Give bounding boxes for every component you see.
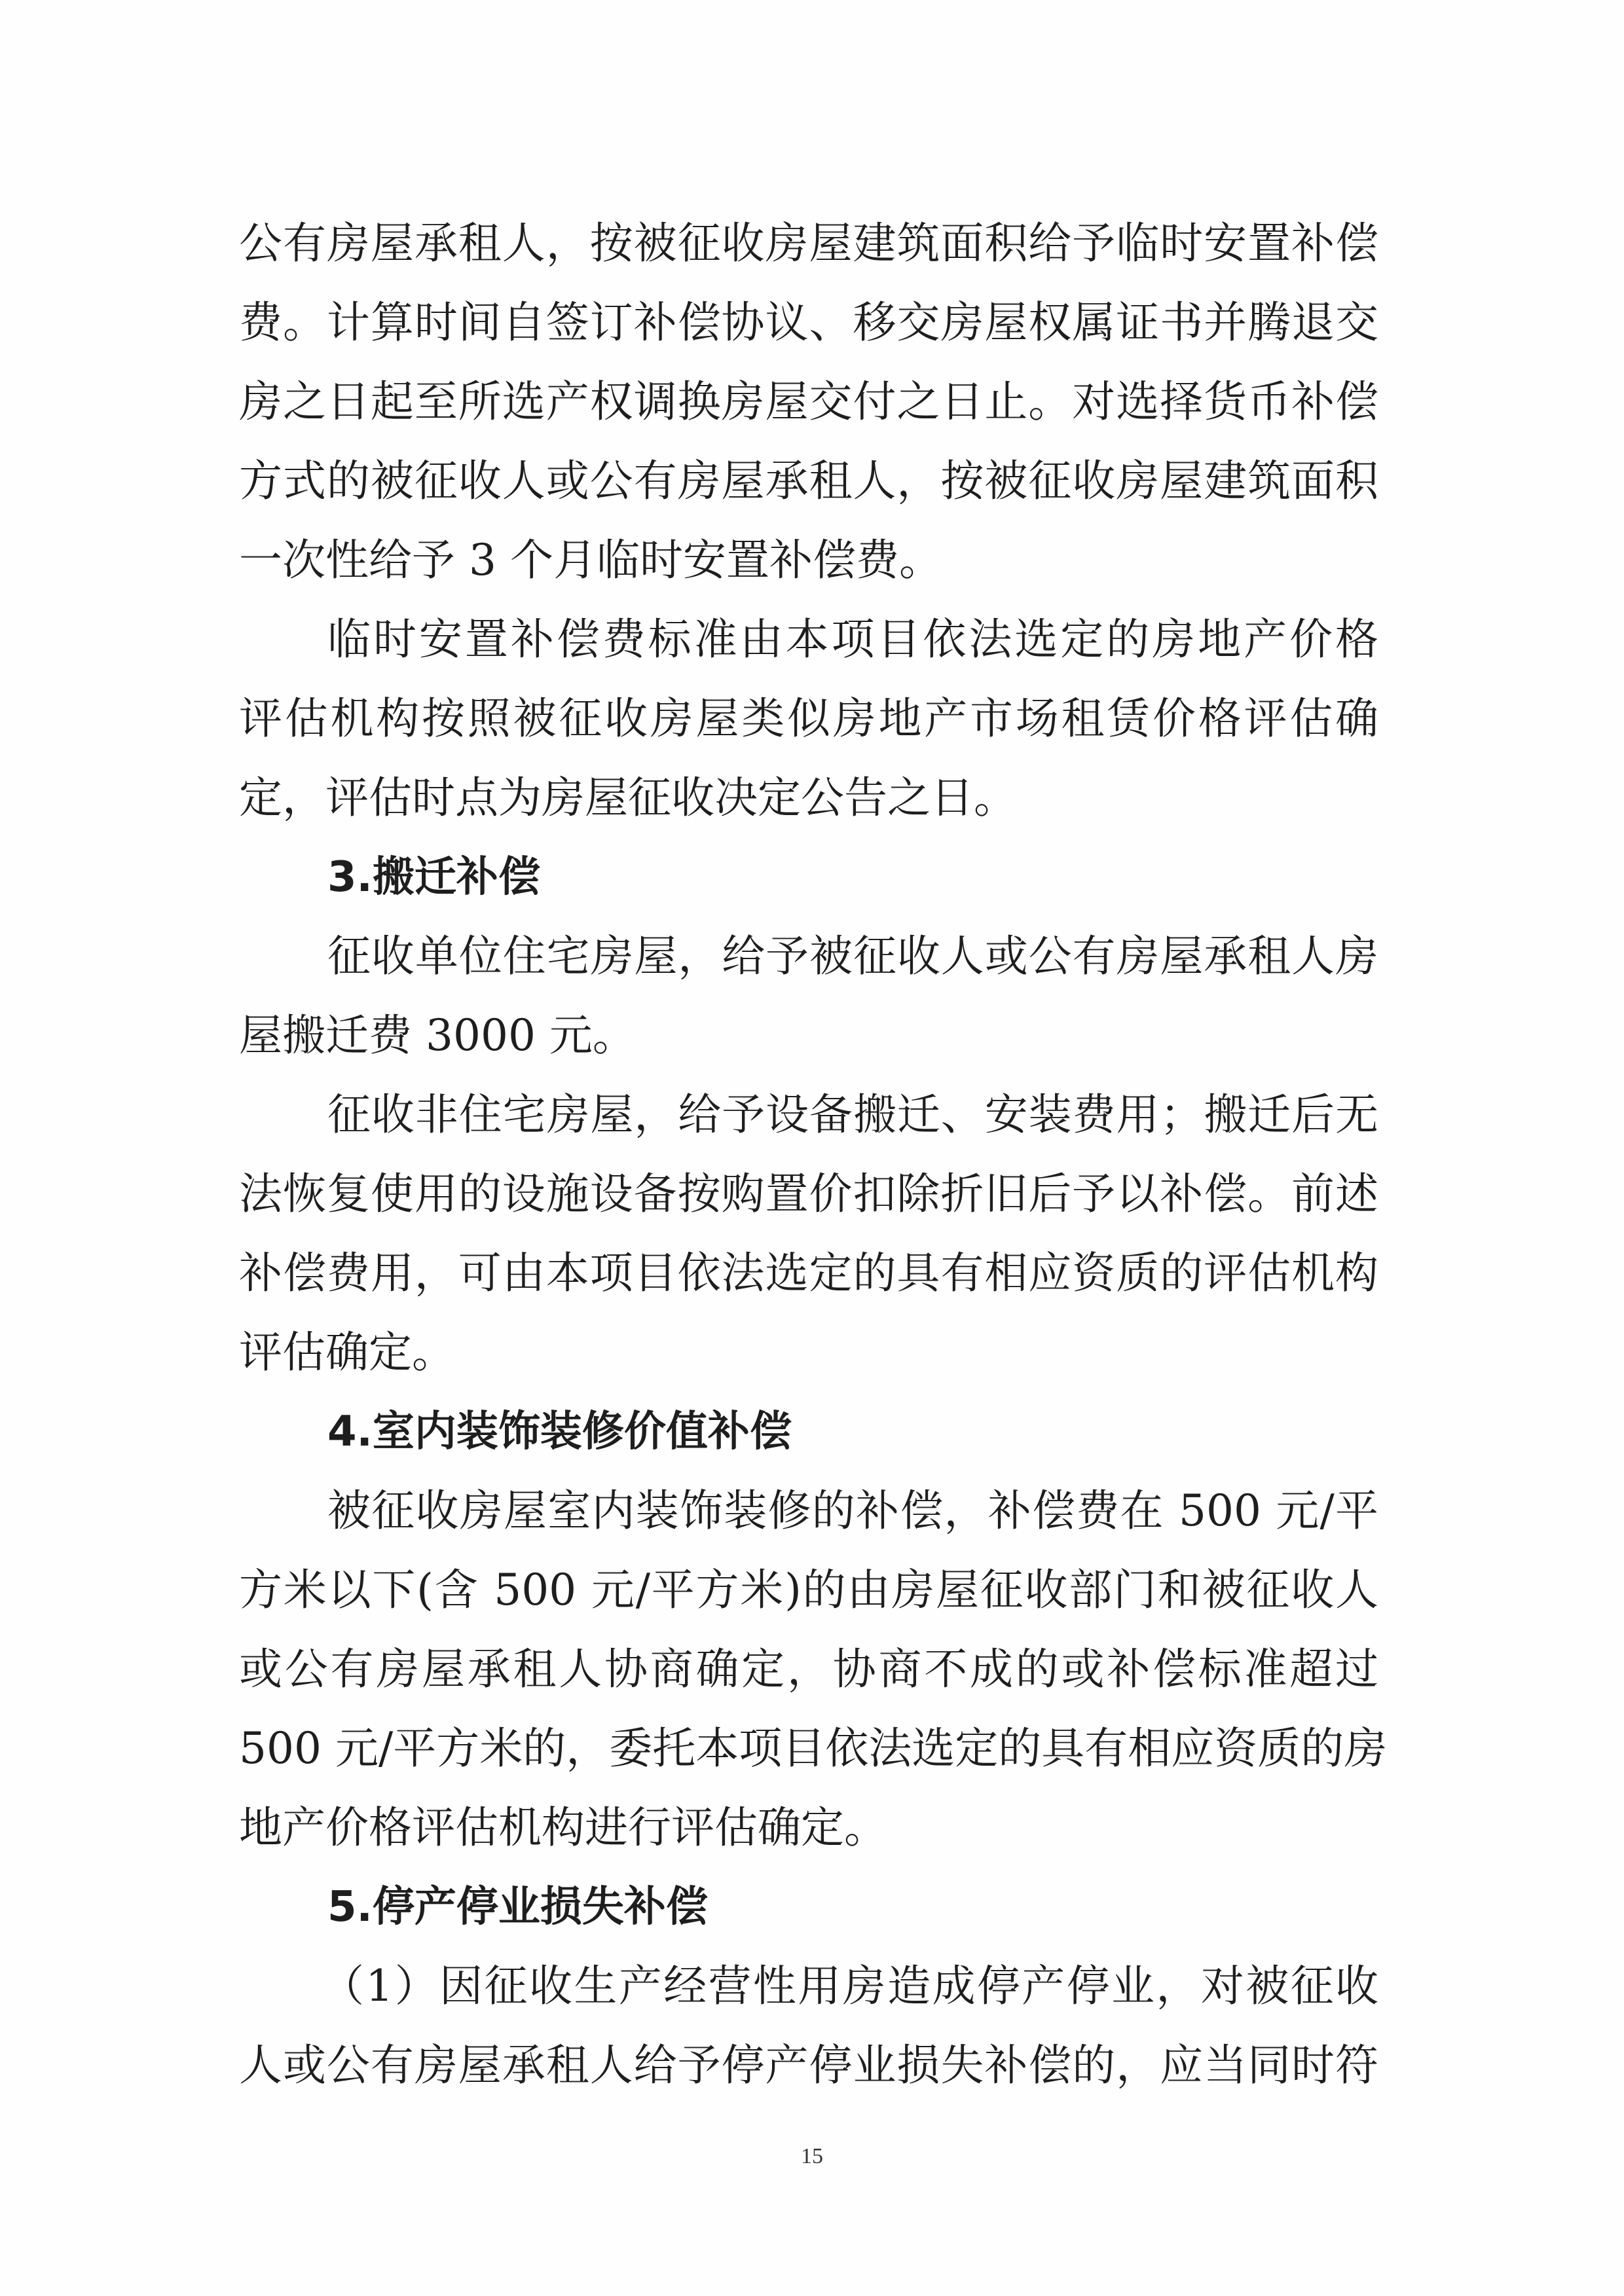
body-text-line: 或公有房屋承租人协商确定，协商不成的或补偿标准超过 bbox=[239, 1644, 1378, 1694]
body-text-line: 法恢复使用的设施设备按购置价扣除折旧后予以补偿。前述 bbox=[239, 1169, 1378, 1219]
body-text-line: 定，评估时点为房屋征收决定公告之日。 bbox=[239, 773, 1017, 823]
body-text-line: 费。计算时间自签订补偿协议、移交房屋权属证书并腾退交 bbox=[239, 297, 1378, 348]
body-text-line: （1）因征收生产经营性用房造成停产停业，对被征收 bbox=[321, 1961, 1378, 2011]
page-number: 15 bbox=[801, 2144, 823, 2168]
section-heading: 4.室内装饰装修价值补偿 bbox=[327, 1408, 792, 1456]
section-heading: 3.搬迁补偿 bbox=[327, 853, 540, 902]
body-text-line: 临时安置补偿费标准由本项目依法选定的房地产价格 bbox=[327, 614, 1378, 665]
body-text-line: 地产价格评估机构进行评估确定。 bbox=[239, 1802, 887, 1853]
body-text-line: 征收单位住宅房屋，给予被征收人或公有房屋承租人房 bbox=[327, 931, 1378, 981]
body-text-line: 房之日起至所选产权调换房屋交付之日止。对选择货币补偿 bbox=[239, 376, 1378, 427]
body-text-line: 公有房屋承租人，按被征收房屋建筑面积给予临时安置补偿 bbox=[239, 218, 1378, 268]
body-text-line: 征收非住宅房屋，给予设备搬迁、安装费用；搬迁后无 bbox=[327, 1089, 1378, 1140]
body-text-line: 屋搬迁费 3000 元。 bbox=[239, 1010, 636, 1061]
body-text-line: 被征收房屋室内装饰装修的补偿，补偿费在 500 元/平 bbox=[327, 1485, 1378, 1536]
body-text-line: 方米以下(含 500 元/平方米)的由房屋征收部门和被征收人 bbox=[239, 1565, 1378, 1615]
body-text-line: 补偿费用，可由本项目依法选定的具有相应资质的评估机构 bbox=[239, 1248, 1378, 1298]
body-text-line: 评估机构按照被征收房屋类似房地产市场租赁价格评估确 bbox=[239, 693, 1378, 744]
body-text-line: 500 元/平方米的，委托本项目依法选定的具有相应资质的房 bbox=[239, 1723, 1388, 1774]
body-text-line: 评估确定。 bbox=[239, 1327, 455, 1377]
body-text-line: 人或公有房屋承租人给予停产停业损失补偿的，应当同时符 bbox=[239, 2040, 1378, 2090]
body-text-line: 一次性给予 3 个月临时安置补偿费。 bbox=[239, 535, 942, 585]
section-heading: 5.停产停业损失补偿 bbox=[327, 1883, 708, 1931]
body-text-line: 方式的被征收人或公有房屋承租人，按被征收房屋建筑面积 bbox=[239, 456, 1378, 506]
